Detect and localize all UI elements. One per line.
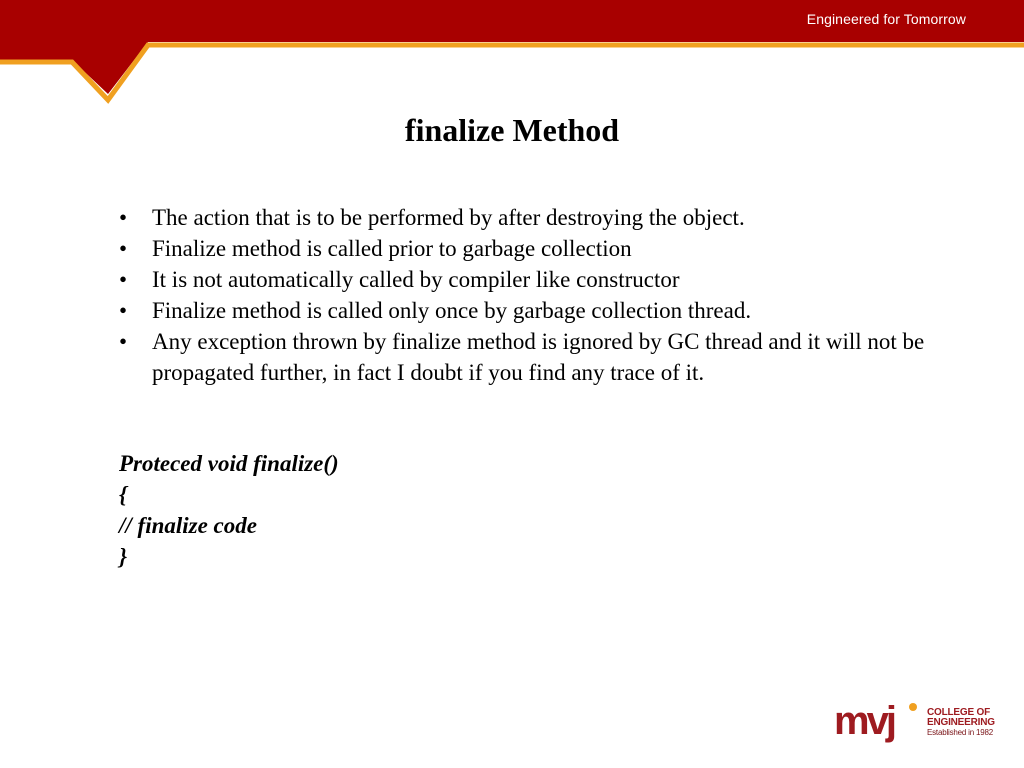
header-tagline: Engineered for Tomorrow <box>806 11 966 27</box>
code-line: // finalize code <box>119 513 257 538</box>
logo-line-engineering: ENGINEERING <box>927 717 995 728</box>
bullet-item <box>112 295 962 326</box>
bullet-text: It is not automatically called by compiler like constructor <box>152 267 680 292</box>
code-line: { <box>119 482 128 507</box>
bullet-icon: • <box>119 205 128 230</box>
logo-dot-icon <box>909 703 917 711</box>
bullet-text: Any exception thrown by finalize method is ignored by GC thread and it will not be propagated further, in fact I doubt if you find any trace of it. <box>152 329 925 385</box>
bullet-icon: • <box>119 329 128 354</box>
bullet-icon: • <box>119 298 128 323</box>
logo-mark-text: mvj <box>834 700 894 743</box>
logo-text <box>927 708 995 738</box>
bullet-text: The action that is to be performed by after destroying the object. <box>152 205 745 230</box>
logo-line-established: Established in 1982 <box>927 728 994 737</box>
bullet-text: Finalize method is called only once by garbage collection thread. <box>152 298 752 323</box>
bullet-text: Finalize method is called prior to garbage collection <box>152 236 632 261</box>
header-orange-stripe <box>0 45 1024 100</box>
bullet-icon: • <box>119 267 128 292</box>
college-logo <box>834 700 994 750</box>
bullet-list <box>112 202 962 388</box>
mvj-logo-icon <box>834 700 924 748</box>
bullet-item <box>112 202 962 233</box>
bullet-item <box>112 233 962 264</box>
bullet-item <box>112 264 962 295</box>
bullet-icon: • <box>119 236 128 261</box>
code-line: Proteced void finalize() <box>119 451 339 476</box>
code-sample <box>119 448 339 572</box>
code-line: } <box>119 544 128 569</box>
logo-line-college: COLLEGE OF <box>927 707 991 718</box>
bullet-item <box>112 326 962 388</box>
slide-title: finalize Method <box>404 112 620 148</box>
